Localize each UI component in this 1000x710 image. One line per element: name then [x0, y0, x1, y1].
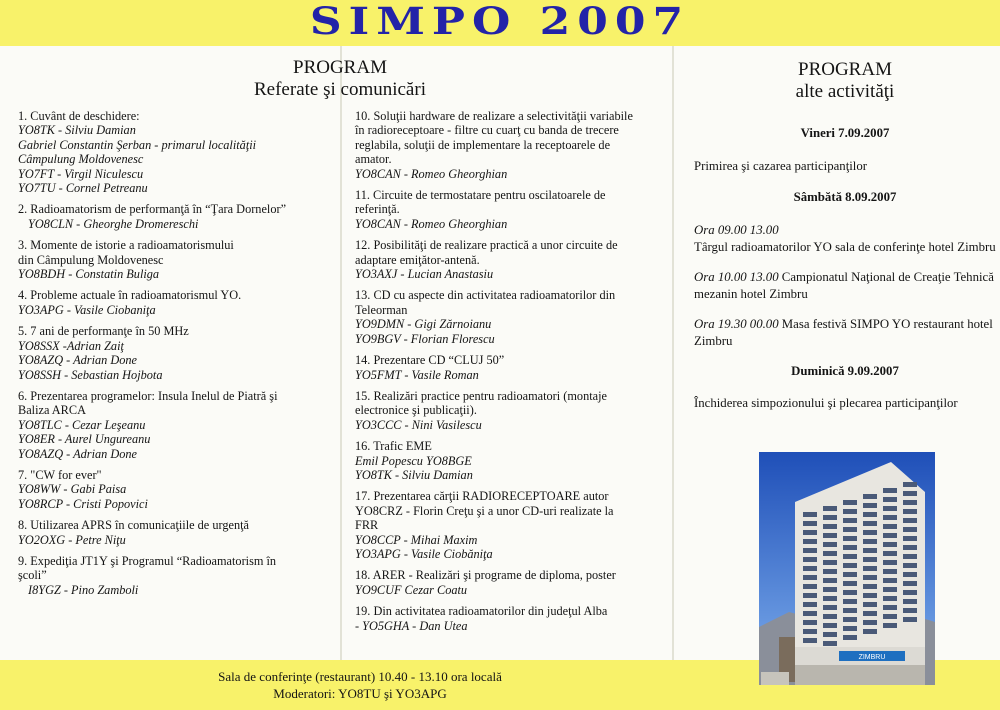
paper-author: YO8TK - Silviu Damian — [18, 123, 136, 138]
hotel-window — [843, 500, 857, 505]
hotel-window — [863, 629, 877, 634]
hotel-window — [903, 608, 917, 613]
hotel-window — [803, 512, 817, 517]
paper-author: YO8AZQ - Adrian Done — [18, 353, 137, 368]
hotel-window — [883, 515, 897, 520]
paper-title-line: amator. — [355, 152, 392, 167]
paper-item — [355, 389, 667, 432]
paper-author: YO2OXG - Petre Niţu — [18, 532, 126, 547]
hotel-window — [843, 527, 857, 532]
hotel-window — [903, 599, 917, 604]
paper-author: YO8CAN - Romeo Gheorghian — [355, 166, 508, 181]
hotel-window — [823, 605, 837, 610]
paper-author: YO9BGV - Florian Florescu — [355, 331, 495, 346]
paper-author: YO8RCP - Cristi Popovici — [18, 496, 148, 511]
hotel-window — [883, 614, 897, 619]
paper-author: YO8CAN - Romeo Gheorghian — [355, 216, 508, 231]
hotel-window — [803, 611, 817, 616]
hotel-window — [883, 623, 897, 628]
paper-item — [355, 238, 667, 281]
hotel-window — [863, 548, 877, 553]
hotel-window — [823, 515, 837, 520]
hotel-window — [823, 560, 837, 565]
paper-item — [18, 518, 338, 547]
hotel-window — [803, 521, 817, 526]
paper-author: YO8SSH - Sebastian Hojbota — [18, 367, 163, 382]
paper-title-line: 18. ARER - Realizări şi programe de diploma, poster — [355, 568, 616, 583]
paper-item — [18, 288, 338, 317]
left-heading-line1: PROGRAM — [293, 57, 387, 78]
event-dinner-text: Masa festivă SIMPO YO restaurant hotel Zimbru — [694, 317, 993, 348]
hotel-entrance — [795, 665, 925, 685]
hotel-window — [823, 569, 837, 574]
hotel-window — [863, 557, 877, 562]
hotel-window — [903, 545, 917, 550]
paper-title-line: 6. Prezentarea programelor: Insula Inelul de Piatră şi — [18, 388, 278, 403]
hotel-window — [863, 584, 877, 589]
paper-author: YO3AXJ - Lucian Anastasiu — [355, 267, 494, 282]
hotel-window — [823, 533, 837, 538]
hotel-window — [903, 482, 917, 487]
paper-title-line: reglabila, soluţii de implementare la receptoarele de — [355, 137, 611, 152]
hotel-window — [823, 578, 837, 583]
paper-author: YO8WW - Gabi Paisa — [18, 482, 127, 497]
papers-column-1 — [18, 109, 338, 604]
hotel-window — [903, 518, 917, 523]
left-heading-line2: Referate şi comunicări — [254, 79, 426, 100]
paper-author: Câmpulung Moldovenesc — [18, 152, 144, 167]
hotel-window — [843, 563, 857, 568]
paper-title-line: 12. Posibilităţi de realizare practică a unor circuite de — [355, 238, 618, 253]
hotel-window — [823, 623, 837, 628]
hotel-window — [863, 620, 877, 625]
hotel-window — [843, 581, 857, 586]
paper-author: YO8CCP - Mihai Maxim — [355, 532, 478, 547]
hotel-window — [863, 503, 877, 508]
hotel-window — [863, 602, 877, 607]
hotel-window — [903, 500, 917, 505]
hotel-window — [903, 509, 917, 514]
paper-item — [355, 288, 667, 346]
hotel-window — [883, 524, 897, 529]
paper-author: YO9DMN - Gigi Zărnoianu — [355, 317, 492, 332]
page-fold-2 — [672, 46, 674, 660]
footer-moderators: Moderatori: YO8TU şi YO3APG — [273, 686, 447, 701]
paper-author: - YO5GHA - Dan Utea — [355, 618, 468, 633]
hotel-window — [823, 596, 837, 601]
hotel-window — [903, 554, 917, 559]
parked-car — [761, 672, 789, 685]
hotel-window — [823, 542, 837, 547]
hotel-window — [823, 506, 837, 511]
paper-author: YO3CCC - Nini Vasilescu — [355, 417, 482, 432]
paper-title-line: Teleorman — [355, 302, 408, 317]
hotel-window — [883, 596, 897, 601]
hotel-window — [823, 632, 837, 637]
hotel-window — [823, 614, 837, 619]
hotel-window — [883, 587, 897, 592]
paper-title-line: 10. Soluţii hardware de realizare a selectivităţii variabile — [355, 109, 633, 123]
paper-title-line: 13. CD cu aspecte din activitatea radioamatorilor din — [355, 288, 616, 303]
hotel-window — [843, 518, 857, 523]
paper-author: YO3APG - Vasile Ciobăniţa — [355, 546, 493, 561]
hotel-window — [863, 521, 877, 526]
event-championship-text: Campionatul Naţional de Creaţie Tehnică mezanin hotel Zimbru — [694, 270, 994, 301]
paper-author: YO8SSX -Adrian Zaiţ — [18, 338, 124, 353]
hotel-window — [903, 581, 917, 586]
paper-item — [355, 489, 667, 561]
hotel-window — [803, 584, 817, 589]
hotel-photo — [759, 452, 935, 685]
right-heading — [710, 59, 980, 103]
hotel-window — [883, 560, 897, 565]
hotel-window — [823, 551, 837, 556]
hotel-window — [903, 563, 917, 568]
hotel-window — [843, 590, 857, 595]
paper-title-line: din Câmpulung Moldovenesc — [18, 252, 164, 267]
paper-title-line: 1. Cuvânt de deschidere: — [18, 109, 140, 123]
paper-title-line: 7. "CW for ever" — [18, 467, 102, 482]
hotel-window — [803, 566, 817, 571]
paper-author: YO7TU - Cornel Petreanu — [18, 181, 148, 196]
event-fair — [694, 222, 996, 256]
paper-item — [355, 109, 667, 181]
friday-event: Primirea şi cazarea participanţilor — [694, 159, 868, 173]
hotel-window — [883, 506, 897, 511]
paper-title-line: 8. Utilizarea APRS în comunicaţiile de urgenţă — [18, 518, 249, 533]
left-heading — [200, 57, 480, 101]
paper-title-line: 2. Radioamatorism de performanţă în “Ţara Dornelor” — [18, 202, 287, 217]
paper-item — [18, 238, 338, 281]
paper-item — [18, 554, 338, 597]
paper-title-line: 3. Momente de istorie a radioamatorismului — [18, 238, 234, 253]
footer-venue: Sala de conferinţe (restaurant) 10.40 - 13.10 ora locală — [218, 669, 502, 684]
day-friday: Vineri 7.09.2007 — [800, 126, 890, 140]
paper-item — [18, 202, 338, 231]
hotel-window — [903, 617, 917, 622]
event-fair-time: Ora 09.00 13.00 — [694, 223, 779, 237]
hotel-window — [843, 554, 857, 559]
hotel-window — [803, 602, 817, 607]
hotel-window — [883, 542, 897, 547]
hotel-window — [883, 578, 897, 583]
hotel-window — [803, 539, 817, 544]
paper-title-line: referinţă. — [355, 202, 400, 217]
paper-title-line: 16. Trafic EME — [355, 439, 432, 454]
hotel-window — [803, 548, 817, 553]
day-saturday: Sâmbătă 8.09.2007 — [793, 190, 897, 204]
paper-title-line: 17. Prezentarea cărţii RADIORECEPTOARE autor — [355, 489, 609, 504]
hotel-window — [903, 491, 917, 496]
hotel-window — [863, 593, 877, 598]
paper-title-line: 15. Realizări practice pentru radioamatori (montaje — [355, 388, 607, 403]
paper-title-line: 14. Prezentare CD “CLUJ 50” — [355, 353, 505, 368]
hotel-window — [883, 533, 897, 538]
hotel-window — [843, 617, 857, 622]
hotel-window — [863, 566, 877, 571]
paper-item — [355, 568, 667, 597]
paper-title-line: şcoli” — [18, 568, 47, 583]
paper-author: YO8AZQ - Adrian Done — [18, 446, 137, 461]
paper-title-line: 19. Din activitatea radioamatorilor din judeţul Alba — [355, 604, 608, 619]
hotel-window — [843, 572, 857, 577]
paper-title-line: adaptare emiţător-antenă. — [355, 252, 480, 267]
paper-title-line: FRR — [355, 518, 379, 533]
hotel-window — [843, 536, 857, 541]
hotel-window — [823, 524, 837, 529]
hotel-window — [903, 572, 917, 577]
banner-title: SIMPO 2007 — [309, 0, 691, 44]
paper-author: YO3APG - Vasile Ciobaniţa — [18, 302, 156, 317]
paper-author: YO8ER - Aurel Ungureanu — [18, 432, 151, 447]
hotel-window — [803, 530, 817, 535]
paper-title-line: în radioreceptoare - filtre cu cuarţ cu banda de trecere — [355, 123, 619, 138]
right-heading-line1: PROGRAM — [798, 59, 892, 80]
paper-author: YO7FT - Virgil Niculescu — [18, 166, 144, 181]
hotel-window — [843, 509, 857, 514]
event-championship-time: Ora 10.00 13.00 — [694, 270, 779, 284]
paper-item — [18, 109, 338, 195]
hotel-window — [863, 611, 877, 616]
paper-title-line: 11. Circuite de termostatare pentru oscilatoarele de — [355, 188, 606, 203]
hotel-window — [883, 488, 897, 493]
hotel-window — [803, 593, 817, 598]
paper-title-line: Baliza ARCA — [18, 403, 86, 418]
hotel-window — [843, 545, 857, 550]
hotel-window — [823, 587, 837, 592]
paper-item — [355, 604, 667, 633]
hotel-window — [803, 557, 817, 562]
hotel-window — [843, 635, 857, 640]
right-heading-line2: alte activităţi — [795, 81, 895, 102]
paper-author: YO8TK - Silviu Damian — [355, 467, 473, 482]
event-fair-text: Târgul radioamatorilor YO sala de conferinţe hotel Zimbru — [694, 240, 996, 254]
hotel-window — [803, 638, 817, 643]
paper-title-line: YO8CRZ - Florin Creţu şi a unor CD-uri realizate la — [355, 503, 614, 518]
day-sunday: Duminică 9.09.2007 — [791, 364, 899, 378]
paper-title-line: 5. 7 ani de performanţe în 50 MHz — [18, 324, 189, 339]
hotel-window — [903, 527, 917, 532]
hotel-window — [843, 599, 857, 604]
paper-author: YO8BDH - Constatin Buliga — [18, 267, 160, 282]
hotel-window — [803, 575, 817, 580]
paper-author: Gabriel Constantin Şerban - primarul localităţii — [18, 137, 257, 152]
paper-title-line: electronice şi publicaţii). — [355, 403, 477, 418]
paper-item — [18, 389, 338, 461]
hotel-sign-text: ZIMBRU — [858, 654, 886, 661]
paper-item — [18, 468, 338, 511]
paper-author: YO9CUF Cezar Coatu — [355, 582, 468, 597]
hotel-window — [803, 620, 817, 625]
footer — [160, 668, 560, 702]
hotel-window — [863, 512, 877, 517]
paper-author: Emil Popescu YO8BGE — [355, 453, 472, 468]
event-championship — [694, 269, 996, 303]
hotel-window — [903, 590, 917, 595]
paper-title-line: 9. Expediţia JT1Y şi Programul “Radioamatorism în — [18, 553, 277, 568]
hotel-window — [863, 530, 877, 535]
paper-item — [355, 439, 667, 482]
hotel-window — [863, 539, 877, 544]
paper-item — [355, 188, 667, 231]
page-fold-1 — [340, 46, 342, 660]
hotel-window — [863, 575, 877, 580]
hotel-window — [883, 551, 897, 556]
hotel-window — [803, 629, 817, 634]
paper-author: YO8TLC - Cezar Leşeanu — [18, 417, 146, 432]
schedule-panel — [694, 125, 996, 412]
paper-author: YO8CLN - Gheorghe Dromereschi — [28, 216, 199, 231]
paper-author: YO5FMT - Vasile Roman — [355, 367, 479, 382]
hotel-window — [843, 626, 857, 631]
hotel-window — [903, 536, 917, 541]
hotel-window — [823, 641, 837, 646]
hotel-window — [863, 494, 877, 499]
paper-author: I8YGZ - Pino Zamboli — [28, 582, 139, 597]
hotel-window — [883, 497, 897, 502]
hotel-window — [843, 608, 857, 613]
event-dinner-time: Ora 19.30 00.00 — [694, 317, 779, 331]
hotel-window — [883, 605, 897, 610]
paper-item — [355, 353, 667, 382]
papers-column-2 — [355, 109, 667, 640]
hotel-window — [883, 569, 897, 574]
event-dinner — [694, 316, 996, 350]
sunday-event: Închiderea simpozionului şi plecarea participanţilor — [694, 396, 958, 410]
paper-title-line: 4. Probleme actuale în radioamatorismul YO. — [18, 288, 242, 303]
paper-item — [18, 324, 338, 382]
